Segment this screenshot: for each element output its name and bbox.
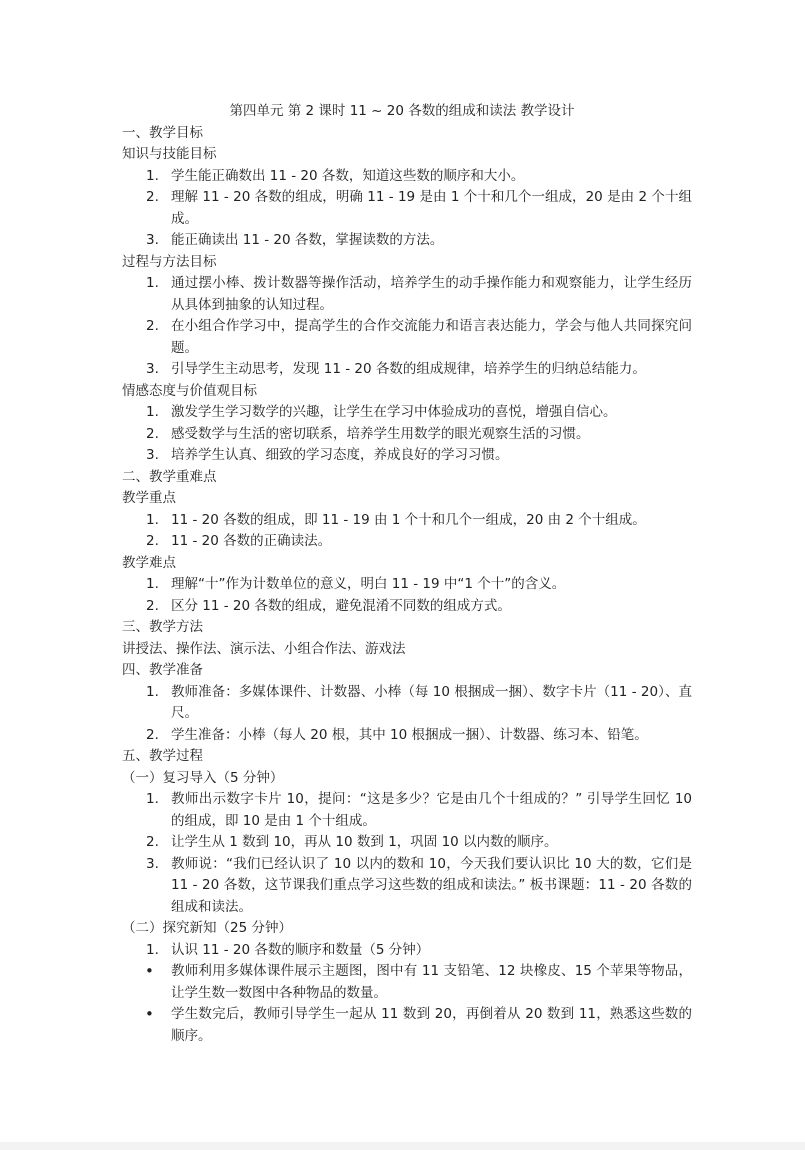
list-item-text: 认识 11 - 20 各数的顺序和数量（5 分钟） xyxy=(171,941,430,958)
list-preparation xyxy=(122,682,692,747)
list-number: 2. xyxy=(146,533,159,549)
list-item xyxy=(122,359,692,381)
list-item xyxy=(122,402,692,424)
page-title: 第四单元 第 2 课时 11 ~ 20 各数的组成和读法 教学设计 xyxy=(229,103,575,119)
list-item xyxy=(122,166,692,188)
list-item-text: 通过摆小棒、拨计数器等操作活动，培养学生的动手操作能力和观察能力，让学生经历从具体到抽象的认知过程。 xyxy=(171,275,692,313)
list-item-text: 教师出示数字卡片 10，提问：“这是多少？它是由几个十组成的？” 引导学生回忆 10 的组成，即 10 是由 1 个十组成。 xyxy=(171,791,692,829)
list-item xyxy=(122,596,692,618)
list-item xyxy=(122,230,692,252)
subheading-knowledge-skills: 知识与技能目标 xyxy=(122,146,217,162)
list-item-text: 教师说：“我们已经认识了 10 以内的数和 10，今天我们要认识比 10 大的数，它们是 11 - 20 各数，这节课我们重点学习这些数的组成和读法。” 板书课题：11 - 20 各数的组成和读法。 xyxy=(171,855,692,915)
bullet-item xyxy=(122,1004,692,1047)
list-item-text: 理解 11 - 20 各数的组成，明确 11 - 19 是由 1 个十和几个一组成，20 是由 2 个十组成。 xyxy=(171,189,692,227)
section-heading-process: 五、教学过程 xyxy=(122,748,203,764)
list-item-text: 培养学生认真、细致的学习态度，养成良好的学习习惯。 xyxy=(171,447,509,463)
list-item-text: 11 - 20 各数的正确读法。 xyxy=(171,533,332,549)
list-number: 1. xyxy=(146,275,159,291)
bullet-mark: • xyxy=(145,962,154,980)
list-number: 1. xyxy=(146,941,159,958)
list-item-text: 在小组合作学习中，提高学生的合作交流能力和语言表达能力，学会与他人共同探究问题。 xyxy=(171,318,692,356)
subheading-difficulties: 教学难点 xyxy=(122,554,176,571)
list-item xyxy=(122,510,692,532)
list-number: 2. xyxy=(146,597,159,614)
list-item-text: 理解“十”作为计数单位的意义，明白 11 - 19 中“1 个十”的含义。 xyxy=(171,576,566,592)
section-heading-methods: 三、教学方法 xyxy=(122,619,203,635)
methods-text: 讲授法、操作法、演示法、小组合作法、游戏法 xyxy=(122,640,406,657)
subheading-explore: （二）探究新知（25 分钟） xyxy=(122,920,292,936)
list-item xyxy=(122,854,692,919)
list-number: 2. xyxy=(146,834,159,850)
list-number: 1. xyxy=(146,683,159,700)
list-number: 1. xyxy=(146,167,159,184)
list-item-text: 教师准备：多媒体课件、计数器、小棒（每 10 根捆成一捆）、数字卡片（11 - 20）、直尺。 xyxy=(171,683,692,721)
subheading-attitude-values: 情感态度与价值观目标 xyxy=(122,382,257,399)
list-attitude-values xyxy=(122,402,692,467)
list-item-text: 引导学生主动思考，发现 11 - 20 各数的组成规律，培养学生的归纳总结能力。 xyxy=(171,361,646,377)
list-number: 2. xyxy=(146,726,159,743)
section-heading-preparation: 四、教学准备 xyxy=(122,662,203,678)
list-item xyxy=(122,316,692,359)
list-item-text: 学生能正确数出 11 - 20 各数，知道这些数的顺序和大小。 xyxy=(171,167,525,184)
document-body xyxy=(122,101,692,1047)
section-heading-key-points: 二、教学重难点 xyxy=(122,468,217,485)
list-item xyxy=(122,789,692,832)
subheading-key-points: 教学重点 xyxy=(122,490,176,506)
list-item xyxy=(122,187,692,230)
list-number: 1. xyxy=(146,791,159,807)
list-number: 2. xyxy=(146,189,159,205)
list-process-methods xyxy=(122,273,692,381)
list-item-text: 区分 11 - 20 各数的组成，避免混淆不同数的组成方式。 xyxy=(171,597,511,614)
subheading-review: （一）复习导入（5 分钟） xyxy=(122,769,284,786)
list-number: 2. xyxy=(146,318,159,334)
list-number: 3. xyxy=(146,855,159,872)
list-number: 2. xyxy=(146,425,159,442)
list-key-points xyxy=(122,510,692,553)
list-number: 1. xyxy=(146,404,159,420)
list-number: 3. xyxy=(146,232,159,248)
list-knowledge-skills xyxy=(122,166,692,252)
list-item xyxy=(122,531,692,553)
bullet-item-text: 学生数完后，教师引导学生一起从 11 数到 20，再倒着从 20 数到 11，熟悉这些数的顺序。 xyxy=(171,1006,692,1044)
bullet-item xyxy=(122,961,692,1004)
list-number: 1. xyxy=(146,576,159,592)
list-item xyxy=(122,424,692,446)
list-item-text: 11 - 20 各数的组成，即 11 - 19 由 1 个十和几个一组成，20 由 2 个十组成。 xyxy=(171,511,646,528)
list-item xyxy=(122,445,692,467)
list-item-text: 感受数学与生活的密切联系，培养学生用数学的眼光观察生活的习惯。 xyxy=(171,425,590,442)
bullet-mark: • xyxy=(145,1005,154,1023)
list-number: 3. xyxy=(146,447,159,463)
list-difficulties xyxy=(122,574,692,617)
list-item xyxy=(122,273,692,316)
list-review xyxy=(122,789,692,918)
section-heading-objectives: 一、教学目标 xyxy=(122,124,203,141)
list-item xyxy=(122,940,692,962)
list-item-text: 让学生从 1 数到 10，再从 10 数到 1，巩固 10 以内数的顺序。 xyxy=(171,834,558,850)
list-number: 1. xyxy=(146,511,159,528)
subheading-process-methods: 过程与方法目标 xyxy=(122,253,217,270)
list-item xyxy=(122,725,692,747)
list-number: 3. xyxy=(146,361,159,377)
list-item-text: 激发学生学习数学的兴趣，让学生在学习中体验成功的喜悦，增强自信心。 xyxy=(171,404,617,420)
list-item xyxy=(122,832,692,854)
list-item xyxy=(122,682,692,725)
list-item-text: 学生准备：小棒（每人 20 根，其中 10 根捆成一捆）、计数器、练习本、铅笔。 xyxy=(171,726,648,743)
list-item xyxy=(122,574,692,596)
list-item-text: 能正确读出 11 - 20 各数，掌握读数的方法。 xyxy=(171,232,444,248)
list-explore xyxy=(122,940,692,1048)
bullet-item-text: 教师利用多媒体课件展示主题图，图中有 11 支铅笔、12 块橡皮、15 个苹果等物品，让学生数一数图中各种物品的数量。 xyxy=(171,963,692,1001)
